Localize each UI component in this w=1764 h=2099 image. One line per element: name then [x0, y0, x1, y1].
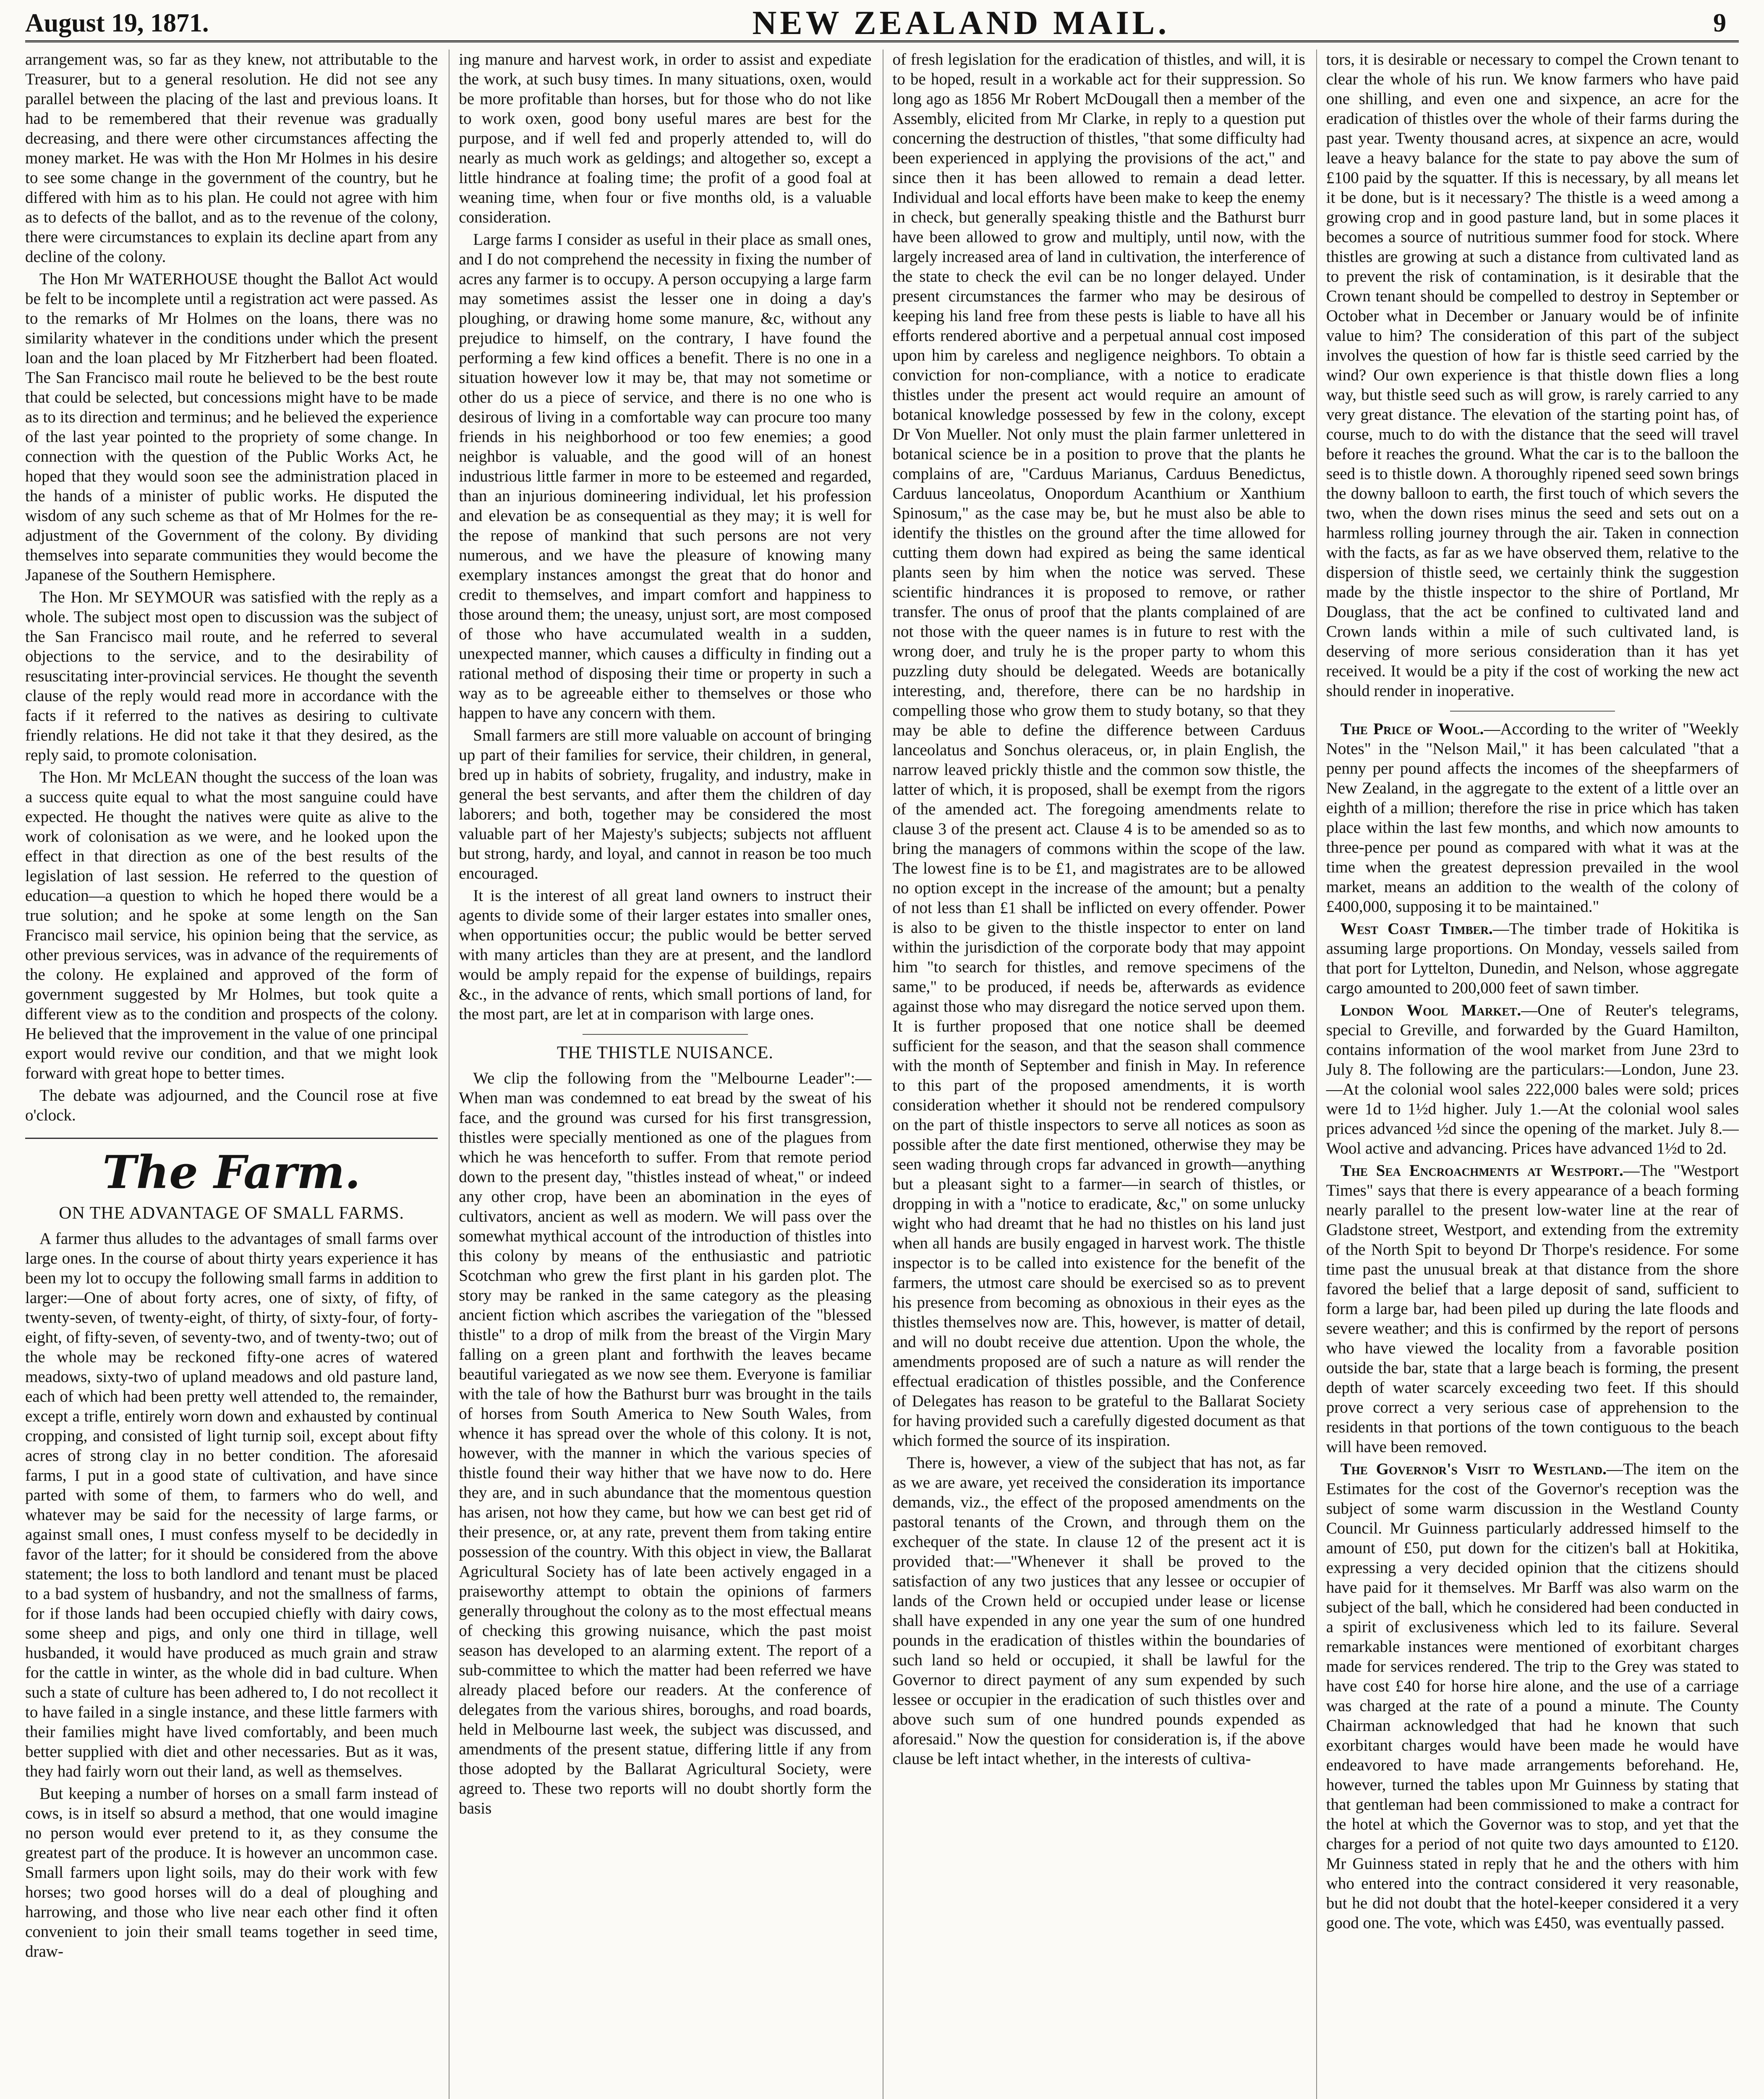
- news-item-london-wool-market: [1326, 1000, 1739, 1158]
- article-paragraph: There is, however, a view of the subject that has not, as far as we are aware, yet received the consideration its importance demands, viz., the effect of the proposed amendments on the pastoral tenants of the Crown, and through them on the exchequer of the state. In clause 12 of the present act it is provided that:—"Whenever it shall be proved to the satisfaction of any two justices that any lessee or occupier of lands of the Crown held or occupied under lease or license shall have expended in any one year the sum of one hundred pounds in the eradication of thistles within the boundaries of such land so held or occupied, it shall be lawful for the Governor to direct payment of any sum expended by such lessee or occupier in the eradication of such thistles over and above such sum of one hundred pounds expended as aforesaid." Now the question for consideration is, if the above clause be left intact whether, in the interests of cultiva-: [892, 1454, 1305, 1768]
- masthead: [25, 6, 1739, 42]
- news-item-body: —One of Reuter's telegrams, special to Greville, and forwarded by the Guard Hamilton, contains information of the wool market from June 23rd to July 8. The following are the particulars:—London, June 23.—At the colonial wool sales 222,000 bales were sold; prices were 1d to 1½d higher. July 1.—At the colonial wool sales prices advanced ½d since the opening of the market. July 8.—Wool active and advancing. Prices have advanced 1½d to 2d.: [1326, 1001, 1739, 1157]
- article-paragraph: The Hon. Mr SEYMOUR was satisfied with the reply as a whole. The subject most open to discussion was the subject of the San Francisco mail route, and he referred to several objections to the service, and to the desirability of resuscitating inter-provincial services. He thought the seventh clause of the reply would read more in accordance with the facts if it referred to the natives as desiring to cultivate friendly relations. He did not take it that they desired, as the reply said, to promote colonisation.: [25, 588, 438, 764]
- article-paragraph: arrangement was, so far as they knew, not attributable to the Treasurer, but to a general resolution. He did not see any parallel between the placing of the last and previous loans. It had to be remembered that their revenue was gradually decreasing, and there were other circumstances affecting the money market. He was with the Hon Mr Holmes in his desire to see some change in the government of the country, but he differed with him as to his plan. He could not agree with him as to defects of the ballot, and as to the revenue of the colony, there were circumstances to explain its decline apart from any decline of the colony.: [25, 50, 438, 266]
- news-item-price-of-wool: [1326, 719, 1739, 916]
- page-number: 9: [1713, 8, 1726, 37]
- news-item-heading: The Sea Encroachments at Westport.: [1340, 1162, 1623, 1180]
- news-item-heading: The Governor's Visit to Westland.: [1340, 1460, 1607, 1478]
- news-item-sea-encroachments: [1326, 1161, 1739, 1457]
- news-item-body: —The item on the Estimates for the cost of the Governor's reception was the subject of some warm discussion in the Westland County Council. Mr Guinness particularly addressed himself to the amount of £50, put down for the citizen's ball at Hokitika, expressing a very decided opinion that the citizens should have paid for it themselves. Mr Barff was also warm on the subject of the ball, which he considered had been conducted in a spirit of exclusiveness which led to its failure. Several remarkable instances were mentioned of exorbitant charges made for services rendered. The trip to the Grey was stated to have cost £40 for horse hire alone, and the use of a carriage was charged at the rate of a pound a minute. The County Chairman acknowledged that had he known that such exorbitant charges would have been made he would have endeavored to have made arrangements beforehand. He, however, turned the tables upon Mr Guinness by stating that that gentleman had been commissioned to make a contract for the hotel at which the Governor was to stop, and yet that the charges for a period of not quite two days amounted to £120. Mr Guinness stated in reply that he and the others with him who entered into the contract considered it very reasonable, but he did not doubt that the hotel-keeper considered it a very good one. The vote, which was £450, was eventually passed.: [1326, 1460, 1739, 1932]
- article-paragraph: Small farmers are still more valuable on account of bringing up part of their families for service, their children, in general, bred up in habits of sobriety, frugality, and industry, make in general the best servants, and after them the children of day laborers; and both, together may be considered the most valuable part of her Majesty's subjects; subjects not affluent but strong, hardy, and loyal, and cannot in reason be too much encouraged.: [459, 726, 872, 882]
- news-item-governors-visit: [1326, 1459, 1739, 1933]
- newspaper-title: NEW ZEALAND MAIL.: [752, 4, 1170, 42]
- headline-thistle-nuisance: THE THISTLE NUISANCE.: [557, 1043, 774, 1063]
- column-2: [449, 50, 871, 2099]
- article-paragraph: The debate was adjourned, and the Council rose at five o'clock.: [25, 1086, 438, 1124]
- article-paragraph: Large farms I consider as useful in their place as small ones, and I do not comprehend the necessity in fixing the number of acres any farmer is to occupy. A person occupying a large farm may sometimes assist the lesser one in doing a day's ploughing, or drawing home some manure, &c, without any prejudice to himself, on the contrary, I have found the performing a few kind offices a benefit. There is no one in a situation however low it may be, that may not sometime or other do us a piece of service, and there is no one who is desirous of living in a comfortable way can procure too many friends in his neighborhood or too few enemies; a good neighbor is valuable, and the good will of an honest industrious little farmer in more to be esteemed and regarded, than an injurious domineering individual, let his profession and elevation be as consequential as they may; it is well for the repose of mankind that such persons are not very numerous, and we have the pleasure of knowing many exemplary instances amongst the great that do honor and credit to themselves, and impart comfort and happiness to those around them; the uneasy, unjust sort, are most composed of those who have accumulated wealth in a sudden, unexpected manner, which causes a difficulty in finding out a rational method of disposing their time or property in such a way as to be agreeable either to themselves or those who happen to have any concern with them.: [459, 230, 872, 722]
- article-divider: [1450, 711, 1615, 712]
- article-paragraph: It is the interest of all great land owners to instruct their agents to divide some of their larger estates into smaller ones, when opportunities occur; the public would be better served with many articles than they are at present, and the landlord would be amply repaid for the expense of buildings, repairs &c., in the advance of rents, which small portions of land, for the most part, are let at in comparison with large ones.: [459, 887, 872, 1023]
- news-item-body: —The "Westport Times" says that there is every appearance of a beach forming nearly parallel to the present low-water line at the rear of Gladstone street, Westport, and extending from the extremity of the North Spit to beyond Dr Thorpe's residence. For some time past the unusual break at that distance from the shore favored the belief that a large deposit of sand, sufficient to form a large bar, had been piled up during the late floods and severe weather; and this is confirmed by the report of persons who have viewed the locality from a favorable position outside the bar, state that a large beach is forming, the present depth of water scarcely exceeding two feet. If this should prove correct a very serious case of apprehension to the residents in that portions of the town contiguous to the beach will have been removed.: [1326, 1162, 1739, 1456]
- column-3: [883, 50, 1305, 2099]
- section-divider: [25, 1138, 438, 1139]
- article-divider: [583, 1034, 747, 1035]
- news-item-heading: The Price of Wool.: [1340, 720, 1484, 738]
- article-paragraph: We clip the following from the "Melbourne Leader":—When man was condemned to eat bread by the sweat of his face, and the ground was cursed for his first transgression, thistles were specially mentioned as one of the plagues from which he was henceforth to suffer. From that remote period down to the present day, "thistles instead of wheat," or indeed any other crop, have been an abomination in the eyes of cultivators, ancient as well as modern. We will pass over the somewhat mythical account of the introduction of thistles into this colony by means of the enthusiastic and patriotic Scotchman who grew the first plant in his garden plot. The story may be ranked in the same category as the pleasing ancient fiction which ascribes the variegation of the "blessed thistle" to a drop of milk from the breast of the Virgin Mary falling on a green plant and forthwith the leaves became beautiful variegated as we now see them. Everyone is familiar with the tale of how the Bathurst burr was brought in the tails of horses from South America to New South Wales, from whence it has spread over the whole of this colony. It is not, however, with the manner in which the various species of thistle found their way hither that we have now to do. Here they are, and in such abundance that the momentous question has arisen, not how they came, but how we can best get rid of their presence, or, at any rate, prevent them from taking entire possession of the country. With this object in view, the Ballarat Agricultural Society has of late been actively engaged in a praiseworthy attempt to obtain the opinions of farmers generally throughout the colony as to the most effectual means of checking this growing nuisance, which the past moist season has developed to an alarming extent. The report of a sub-committee to which the matter had been referred we have already placed before our readers. At the conference of delegates from the various shires, boroughs, and road boards, held in Melbourne last week, the subject was discussed, and amendments of the present statue, differing little if any from those adopted by the Ballarat Agricultural Society, were agreed to. These two reports will no doubt shortly form the basis: [459, 1069, 872, 1817]
- article-columns: [25, 50, 1739, 2099]
- article-paragraph: A farmer thus alludes to the advantages of small farms over large ones. In the course of about thirty years experience it has been my lot to occupy the following small farms in addition to larger:—One of about forty acres, one of sixty, of fifty, of twenty-seven, of twenty-eight, of thirty, of sixty-four, of forty-eight, of fifty-seven, of seventy-two, and of twenty-two; out of the whole may be reckoned fifty-one acres of watered meadows, sixty-two of upland meadows and old pasture land, each of which had been pretty well attended to, the remainder, except a trifle, entirely worn down and exhausted by continual cropping, and consisted of light turnip soil, except about fifty acres of strong clay in no better condition. The aforesaid farms, I put in a good state of cultivation, and have since parted with some of them, to farmers who do well, and whatever may be said for the necessity of large farms, or against small ones, I must confess myself to be decidedly in favor of the latter; for it should be considered from the above statement; the loss to both landlord and tenant must be placed to a bad system of husbandry, and not the smallness of farms, for if those lands had been occupied chiefly with dairy cows, some sheep and pigs, and only one third in tillage, well husbanded, it would have produced as much grain and straw for the cattle in winter, as the whole did in bad culture. When such a state of culture has been adhered to, I do not recollect it to have failed in a single instance, and these little farmers with their families might have lived comfortably, and been much better supplied with diet and other necessaries. But as it was, they had fairly worn out their land, as well as themselves.: [25, 1230, 438, 1780]
- section-title-the-farm: The Farm.: [102, 1146, 361, 1199]
- issue-date: August 19, 1871.: [25, 8, 209, 37]
- column-4: [1316, 50, 1739, 2099]
- news-item-heading: West Coast Timber.: [1340, 920, 1493, 938]
- news-item-body: —The timber trade of Hokitika is assuming large proportions. On Monday, vessels sailed from that port for Lyttelton, Dunedin, and Nelson, whose aggregate cargo amounted to 200,000 feet of sawn timber.: [1326, 920, 1739, 997]
- news-item-heading: London Wool Market.: [1340, 1001, 1521, 1019]
- headline-small-farms: ON THE ADVANTAGE OF SMALL FARMS.: [59, 1204, 405, 1223]
- news-item-west-coast-timber: [1326, 919, 1739, 998]
- article-paragraph: tors, it is desirable or necessary to compel the Crown tenant to clear the whole of his run. We know farmers who have paid one shilling, and even one and sixpence, an acre for the eradication of thistles over the whole of their farms during the past year. Twenty thousand acres, at sixpence an acre, would leave a heavy balance for the state to pay above the sum of £100 paid by the squatter. If this is necessary, by all means let it be done, but is it necessary? The thistle is a weed among a growing crop and in good pasture land, but in some places it becomes a source of nutritious summer food for stock. Where thistles are growing at such a distance from cultivated land as to prevent the risk of contamination, is it desirable that the Crown tenant should be compelled to destroy in September or October what in December or January would be of infinite value to him? The consideration of this part of the subject involves the question of how far is thistle seed carried by the wind? Our own experience is that thistle down flies a long way, but thistle seed such as will grow, is rarely carried to any very great distance. The elevation of the starting point has, of course, much to do with the distance that the seed will travel before it reaches the ground. What the car is to the balloon the seed is to thistle down. A thoroughly ripened seed sown brings the downy balloon to earth, the first touch of which severs the two, when the down rises minus the seed and sets out on a harmless rolling journey through the air. Taken in connection with the facts, as far as we have observed them, relative to the dispersion of thistle seed, we certainly think the suggestion made by the thistle inspector to the shire of Portland, Mr Douglass, that the act be confined to cultivated land and Crown lands within a mile of such cultivated land, is deserving of more serious consideration than it has yet received. It would be a pity if the cost of working the new act should render in inoperative.: [1326, 50, 1739, 700]
- news-item-body: —According to the writer of "Weekly Notes" in the "Nelson Mail," it has been calculated "that a penny per pound affects the incomes of the sheepfarmers of New Zealand, in the aggregate to the extent of a little over an eighth of a million; therefore the rise in price which has taken place within the last few months, and which now amounts to three-pence per pound as compared with what it was at the time when the greatest depression prevailed in the wool market, means an addition to the wealth of the colony of £400,000, supposing it to be maintained.": [1326, 720, 1739, 916]
- column-1: [25, 50, 438, 2099]
- article-paragraph: The Hon. Mr McLEAN thought the success of the loan was a success quite equal to what the most sanguine could have expected. He thought the natives were quite as alive to the work of colonisation as we were, and he looked upon the effect in that direction as one of the best results of the legislation of last session. He referred to the question of education—a question to which he hoped there would be a true solution; and he spoke at some length on the San Francisco mail service, his opinion being that the service, as other previous services, was in advance of the requirements of the colony. He explained and approved of the form of government suggested by Mr Holmes, but took quite a different view as to the condition and prospects of the colony. He believed that the improvement in the value of one principal export would revive our condition, and that we might look forward with great hope to better times.: [25, 768, 438, 1082]
- article-paragraph: But keeping a number of horses on a small farm instead of cows, is in itself so absurd a method, that one would imagine no person would ever pretend to it, as they consume the greatest part of the produce. It is however an uncommon case. Small farmers upon light soils, may do their work with few horses; two good horses will do a deal of ploughing and harrowing, and those who live near each other find it often convenient to join their small teams together in seed time, draw-: [25, 1785, 438, 1960]
- article-paragraph: ing manure and harvest work, in order to assist and expediate the work, at such busy times. In many situations, oxen, would be more profitable than horses, but for those who do not like to work oxen, good bony useful mares are best for the purpose, and if well fed and properly attended to, will do nearly as much work as geldings; and altogether so, except a little hindrance at foaling time; the profit of a good foal at weaning time, when four or five months old, is a valuable consideration.: [459, 50, 872, 226]
- article-paragraph: The Hon Mr WATERHOUSE thought the Ballot Act would be felt to be incomplete until a registration act were passed. As to the remarks of Mr Holmes on the loans, there was no similarity whatever in the conditions under which the present loan and the loan placed by Mr Fitzherbert had been floated. The San Francisco mail route he believed to be the best route that could be selected, but concessions might have to be made as to its direction and terminus; and he believed the experience of the last year pointed to the propriety of some change. In connection with the question of the Public Works Act, he hoped that they would soon see the administration placed in the hands of a minister of public works. He disputed the wisdom of any such scheme as that of Mr Holmes for the re-adjustment of the Government of the colony. By dividing themselves into separate communities they would become the Japanese of the Southern Hemisphere.: [25, 270, 438, 584]
- article-paragraph: of fresh legislation for the eradication of thistles, and will, it is to be hoped, result in a workable act for their suppression. So long ago as 1856 Mr Robert McDougall then a member of the Assembly, elicited from Mr Clarke, in reply to a question put concerning the destruction of thistles, "that some difficulty had been experienced in applying the provisions of the act," and since then it has been allowed to remain a dead letter. Individual and local efforts have been make to keep the enemy in check, but generally speaking thistle and the Bathurst burr have been allowed to grow and multiply, until now, with the largely increased area of land in cultivation, the interference of the state to check the evil can be no longer delayed. Under present circumstances the farmer who may be desirous of keeping his land free from these pests is liable to have all his efforts rendered abortive and a perpetual annual cost imposed upon him by careless and negligence neighbors. To obtain a conviction for non-compliance, with a notice to eradicate thistles under the present act would require an amount of botanical knowledge possessed by few in the colony, except Dr Von Mueller. Not only must the plain farmer unlettered in botanical science be in a position to prove that the plants he complains of are, "Carduus Marianus, Carduus Benedictus, Carduus lanceolatus, Onopordum Acanthium or Xanthium Spinosum," as the case may be, but he must also be able to identify the thistles on the ground after the time allowed for cutting them down had expired as being the same identical plants seen by him when the notice was served. These scientific hindrances it is proposed to remove, or rather transfer. The onus of proof that the plants complained of are not those with the queer names is in future to rest with the wrong doer, and truly he is the proper party to whom this puzzling duty should be delegated. Weeds are botanically interesting, and, therefore, there can be no hardship in compelling those who grow them to study botany, so that they may be able to define the difference between Carduus lanceolatus and Sonchus oleraceus, or, in plain English, the narrow leaved prickly thistle and the common sow thistle, the latter of which, it is proposed, shall be exempt from the rigors of the amended act. The foregoing amendments relate to clause 3 of the present act. Clause 4 is to be amended so as to bring the managers of commons within the scope of the law. The lowest fine is to be £1, and magistrates are to be allowed no option except in the increase of the amount; but a penalty of not less than £1 shall be inflicted on every offender. Power is also to be given to the thistle inspector to enter on land within the jurisdiction of the corporate body that may appoint him "to search for thistles, and remove specimens of the same," to be produced, if needs be, afterwards as evidence against those who may disregard the notice served upon them. It is further proposed that one notice shall be deemed sufficient for the season, and that the season shall commence with the month of September and finish in May. In reference to this part of the proposed amendments, it is worth consideration whether it should not be rendered compulsory on the part of thistle inspectors to serve all notices as soon as possible after the date first mentioned, otherwise they may be seen wading through crops far advanced in growth—anything but a pleasant sight to a farmer—in search of thistles, or dropping in with a "notice to eradicate, &c," on some unlucky wight who had dreamt that he had no thistles on his land just when all hands are busily engaged in harvest work. The thistle inspector is to be called into existence for the benefit of the farmers, the utmost care should be exercised so as to prevent his presence from becoming as obnoxious in their eyes as the thistles themselves now are. This, however, is matter of detail, and will no doubt receive due attention. Upon the whole, the amendments proposed are of such a nature as will render the effectual eradication of thistles possible, and the Conference of Delegates has reason to be grateful to the Ballarat Society for having provided such a carefully digested document as that which formed the source of its inspiration.: [892, 50, 1305, 1450]
